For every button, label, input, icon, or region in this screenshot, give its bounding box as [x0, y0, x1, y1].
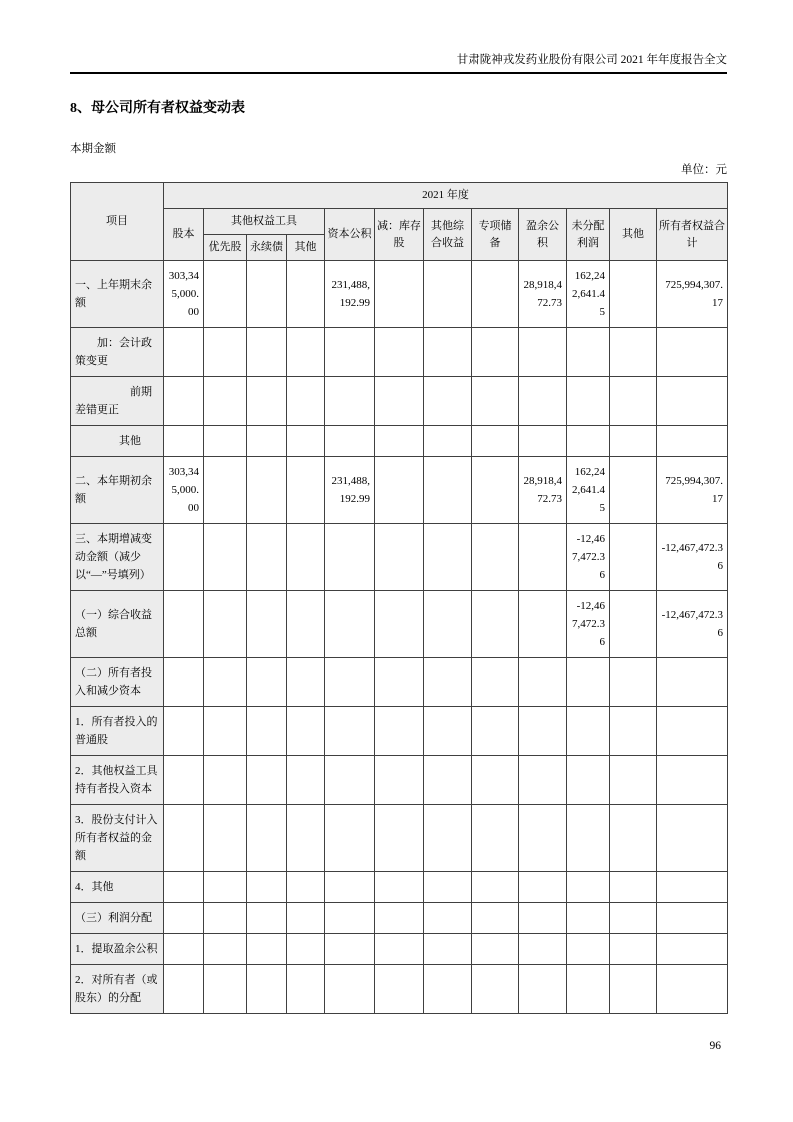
table-cell [287, 658, 325, 707]
table-cell [567, 328, 610, 377]
unit-label: 单位：元 [681, 164, 727, 176]
table-row [71, 934, 728, 965]
table-cell [567, 707, 610, 756]
table-cell [287, 328, 325, 377]
table-cell [325, 377, 375, 426]
table-row [71, 328, 728, 377]
table-cell [519, 591, 567, 658]
table-cell [247, 658, 287, 707]
table-cell [567, 756, 610, 805]
table-cell [567, 426, 610, 457]
col-header-special-reserve: 专项储备 [472, 209, 519, 261]
table-cell [424, 591, 472, 658]
table-row [71, 658, 728, 707]
table-cell [247, 756, 287, 805]
table-cell [287, 261, 325, 328]
table-cell [519, 426, 567, 457]
table-cell [610, 261, 657, 328]
table-cell [472, 591, 519, 658]
table-cell [519, 524, 567, 591]
table-cell [164, 805, 204, 872]
table-cell [472, 965, 519, 1014]
table-cell [204, 965, 247, 1014]
table-cell [567, 903, 610, 934]
table-cell: 303,345,000.00 [164, 261, 204, 328]
table-cell [164, 426, 204, 457]
table-cell [472, 756, 519, 805]
table-cell [567, 805, 610, 872]
table-cell [247, 457, 287, 524]
col-header-perpetual-bonds: 永续债 [247, 235, 287, 261]
table-cell: 725,994,307.17 [657, 457, 728, 524]
table-row [71, 903, 728, 934]
table-cell [164, 591, 204, 658]
equity-change-table [70, 182, 728, 1014]
table-row [71, 805, 728, 872]
table-cell [375, 377, 424, 426]
table-cell [287, 591, 325, 658]
table-cell [424, 328, 472, 377]
table-cell [375, 457, 424, 524]
table-cell [657, 872, 728, 903]
table-cell [472, 426, 519, 457]
table-cell [325, 965, 375, 1014]
table-cell [164, 658, 204, 707]
table-cell [287, 756, 325, 805]
table-row [71, 756, 728, 805]
table-body [71, 261, 728, 1014]
row-label: 4．其他 [71, 872, 164, 903]
row-label: 1．提取盈余公积 [71, 934, 164, 965]
header-row-groups [71, 209, 728, 235]
table-cell [325, 591, 375, 658]
table-cell [204, 872, 247, 903]
table-cell [424, 658, 472, 707]
table-cell: 162,242,641.45 [567, 261, 610, 328]
table-cell [610, 328, 657, 377]
table-cell [610, 934, 657, 965]
table-cell [164, 934, 204, 965]
header-row-year [71, 183, 728, 209]
table-cell [247, 377, 287, 426]
period-label: 本期金额 [70, 143, 116, 155]
table-cell [164, 707, 204, 756]
table-cell [519, 756, 567, 805]
table-cell: -12,467,472.36 [567, 524, 610, 591]
col-header-other: 其他 [610, 209, 657, 261]
table-cell [610, 707, 657, 756]
table-cell [424, 756, 472, 805]
table-cell [247, 805, 287, 872]
row-label: （二）所有者投入和减少资本 [71, 658, 164, 707]
table-cell [204, 903, 247, 934]
report-header [70, 53, 727, 67]
table-cell [375, 965, 424, 1014]
table-cell [325, 756, 375, 805]
table-cell [164, 903, 204, 934]
table-cell [204, 261, 247, 328]
table-cell [657, 426, 728, 457]
row-label: 其他 [71, 426, 164, 457]
table-cell [472, 707, 519, 756]
table-cell [204, 756, 247, 805]
table-cell [204, 328, 247, 377]
table-cell [610, 457, 657, 524]
table-cell [375, 328, 424, 377]
table-cell [247, 872, 287, 903]
table-cell [657, 903, 728, 934]
table-cell: 231,488,192.99 [325, 261, 375, 328]
table-cell [287, 934, 325, 965]
table-cell [472, 934, 519, 965]
table-cell [325, 426, 375, 457]
table-cell [519, 805, 567, 872]
table-cell [610, 426, 657, 457]
table-cell: 28,918,472.73 [519, 261, 567, 328]
table-row [71, 426, 728, 457]
table-cell [657, 965, 728, 1014]
row-label: 1．所有者投入的普通股 [71, 707, 164, 756]
row-label: 一、上年期末余额 [71, 261, 164, 328]
table-cell [287, 377, 325, 426]
table-cell [164, 756, 204, 805]
table-cell [204, 457, 247, 524]
table-cell [519, 377, 567, 426]
table-cell [204, 707, 247, 756]
table-cell [519, 903, 567, 934]
col-header-other-equity-group: 其他权益工具 [204, 209, 325, 235]
table-cell [610, 903, 657, 934]
table-cell [375, 707, 424, 756]
col-header-share-capital: 股本 [164, 209, 204, 261]
table-cell [375, 805, 424, 872]
table-cell [287, 805, 325, 872]
table-cell [375, 426, 424, 457]
table-cell [610, 377, 657, 426]
table-cell [325, 934, 375, 965]
table-cell [287, 426, 325, 457]
table-cell: 28,918,472.73 [519, 457, 567, 524]
table-cell [610, 756, 657, 805]
table-cell [424, 457, 472, 524]
table-cell [287, 872, 325, 903]
table-cell [287, 965, 325, 1014]
table-cell [247, 903, 287, 934]
col-header-other-equity-other: 其他 [287, 235, 325, 261]
table-cell [325, 524, 375, 591]
table-cell [610, 965, 657, 1014]
row-label: 前期差错更正 [71, 377, 164, 426]
table-cell [519, 707, 567, 756]
col-header-surplus-reserve: 盈余公积 [519, 209, 567, 261]
table-cell [657, 805, 728, 872]
row-label: 3．股份支付计入所有者权益的金额 [71, 805, 164, 872]
col-header-capital-reserve: 资本公积 [325, 209, 375, 261]
row-label: 三、本期增减变动金额（减少以“—”号填列） [71, 524, 164, 591]
table-cell [375, 872, 424, 903]
table-cell: -12,467,472.36 [657, 524, 728, 591]
table-row [71, 872, 728, 903]
table-row [71, 707, 728, 756]
table-cell [657, 756, 728, 805]
table-cell [519, 872, 567, 903]
table-cell: -12,467,472.36 [567, 591, 610, 658]
table-cell [657, 934, 728, 965]
table-cell [657, 328, 728, 377]
table-cell [204, 426, 247, 457]
table-cell [424, 524, 472, 591]
table-cell [247, 524, 287, 591]
table-cell [325, 903, 375, 934]
col-header-less-treasury: 减：库存股 [375, 209, 424, 261]
table-row [71, 377, 728, 426]
table-cell [164, 524, 204, 591]
table-cell [164, 328, 204, 377]
table-cell [204, 524, 247, 591]
table-row [71, 965, 728, 1014]
table-cell [472, 457, 519, 524]
table-cell [567, 965, 610, 1014]
table-cell [204, 377, 247, 426]
table-cell [325, 707, 375, 756]
table-cell [472, 658, 519, 707]
table-row [71, 591, 728, 658]
table-cell [247, 261, 287, 328]
col-header-preferred-shares: 优先股 [204, 235, 247, 261]
table-cell [164, 377, 204, 426]
table-cell [519, 658, 567, 707]
table-cell [567, 934, 610, 965]
row-label: 二、本年期初余额 [71, 457, 164, 524]
table-cell [657, 658, 728, 707]
table-cell [375, 658, 424, 707]
table-cell [204, 591, 247, 658]
table-cell [325, 805, 375, 872]
table-cell [375, 903, 424, 934]
table-cell [204, 805, 247, 872]
table-cell [375, 591, 424, 658]
table-cell [424, 426, 472, 457]
table-cell [610, 872, 657, 903]
table-cell [472, 872, 519, 903]
table-cell [424, 261, 472, 328]
table-cell [610, 805, 657, 872]
table-cell: 303,345,000.00 [164, 457, 204, 524]
table-cell [472, 524, 519, 591]
table-cell [375, 261, 424, 328]
table-cell: 725,994,307.17 [657, 261, 728, 328]
header-divider [70, 72, 727, 74]
row-label: 加：会计政策变更 [71, 328, 164, 377]
table-row [71, 261, 728, 328]
table-cell [375, 756, 424, 805]
table-cell [247, 328, 287, 377]
table-row [71, 457, 728, 524]
table-cell [204, 658, 247, 707]
table-cell [610, 658, 657, 707]
table-cell [519, 934, 567, 965]
table-cell: 162,242,641.45 [567, 457, 610, 524]
table-cell [247, 426, 287, 457]
table-cell [424, 965, 472, 1014]
table-cell [424, 934, 472, 965]
col-header-other-comprehensive: 其他综合收益 [424, 209, 472, 261]
table-cell [472, 377, 519, 426]
table-cell [610, 591, 657, 658]
section-title: 8、母公司所有者权益变动表 [70, 101, 245, 116]
table-cell [472, 261, 519, 328]
table-cell [287, 903, 325, 934]
table-cell [204, 934, 247, 965]
report-header-text: 甘肃陇神戎发药业股份有限公司 2021 年年度报告全文 [456, 54, 727, 66]
row-label: 2．对所有者（或股东）的分配 [71, 965, 164, 1014]
table-cell [375, 524, 424, 591]
table-cell [164, 872, 204, 903]
table-cell [424, 903, 472, 934]
table-cell [519, 328, 567, 377]
table-cell [610, 524, 657, 591]
col-header-owners-equity-total: 所有者权益合计 [657, 209, 728, 261]
table-cell [424, 805, 472, 872]
row-label: 2．其他权益工具持有者投入资本 [71, 756, 164, 805]
table-row [71, 524, 728, 591]
row-label: （三）利润分配 [71, 903, 164, 934]
table-cell [657, 377, 728, 426]
table-cell [472, 805, 519, 872]
table-cell [164, 965, 204, 1014]
table-cell [567, 377, 610, 426]
table-cell [424, 872, 472, 903]
table-cell: 231,488,192.99 [325, 457, 375, 524]
table-cell [567, 872, 610, 903]
table-cell [247, 965, 287, 1014]
table-cell [472, 328, 519, 377]
table-cell [424, 377, 472, 426]
table-cell [657, 707, 728, 756]
table-cell [247, 591, 287, 658]
table-cell [472, 903, 519, 934]
table-cell [287, 457, 325, 524]
table-cell [247, 934, 287, 965]
table-cell: -12,467,472.36 [657, 591, 728, 658]
row-label: （一）综合收益总额 [71, 591, 164, 658]
table-cell [325, 658, 375, 707]
table-cell [375, 934, 424, 965]
table-cell [325, 328, 375, 377]
table-cell [424, 707, 472, 756]
col-header-item: 项目 [71, 183, 164, 261]
table-cell [287, 524, 325, 591]
table-cell [247, 707, 287, 756]
col-header-year: 2021 年度 [164, 183, 728, 209]
col-header-undistributed-profit: 未分配利润 [567, 209, 610, 261]
table-cell [519, 965, 567, 1014]
table-header [71, 183, 728, 261]
page-number: 96 [709, 1040, 721, 1052]
table-cell [325, 872, 375, 903]
table-cell [287, 707, 325, 756]
table-cell [567, 658, 610, 707]
